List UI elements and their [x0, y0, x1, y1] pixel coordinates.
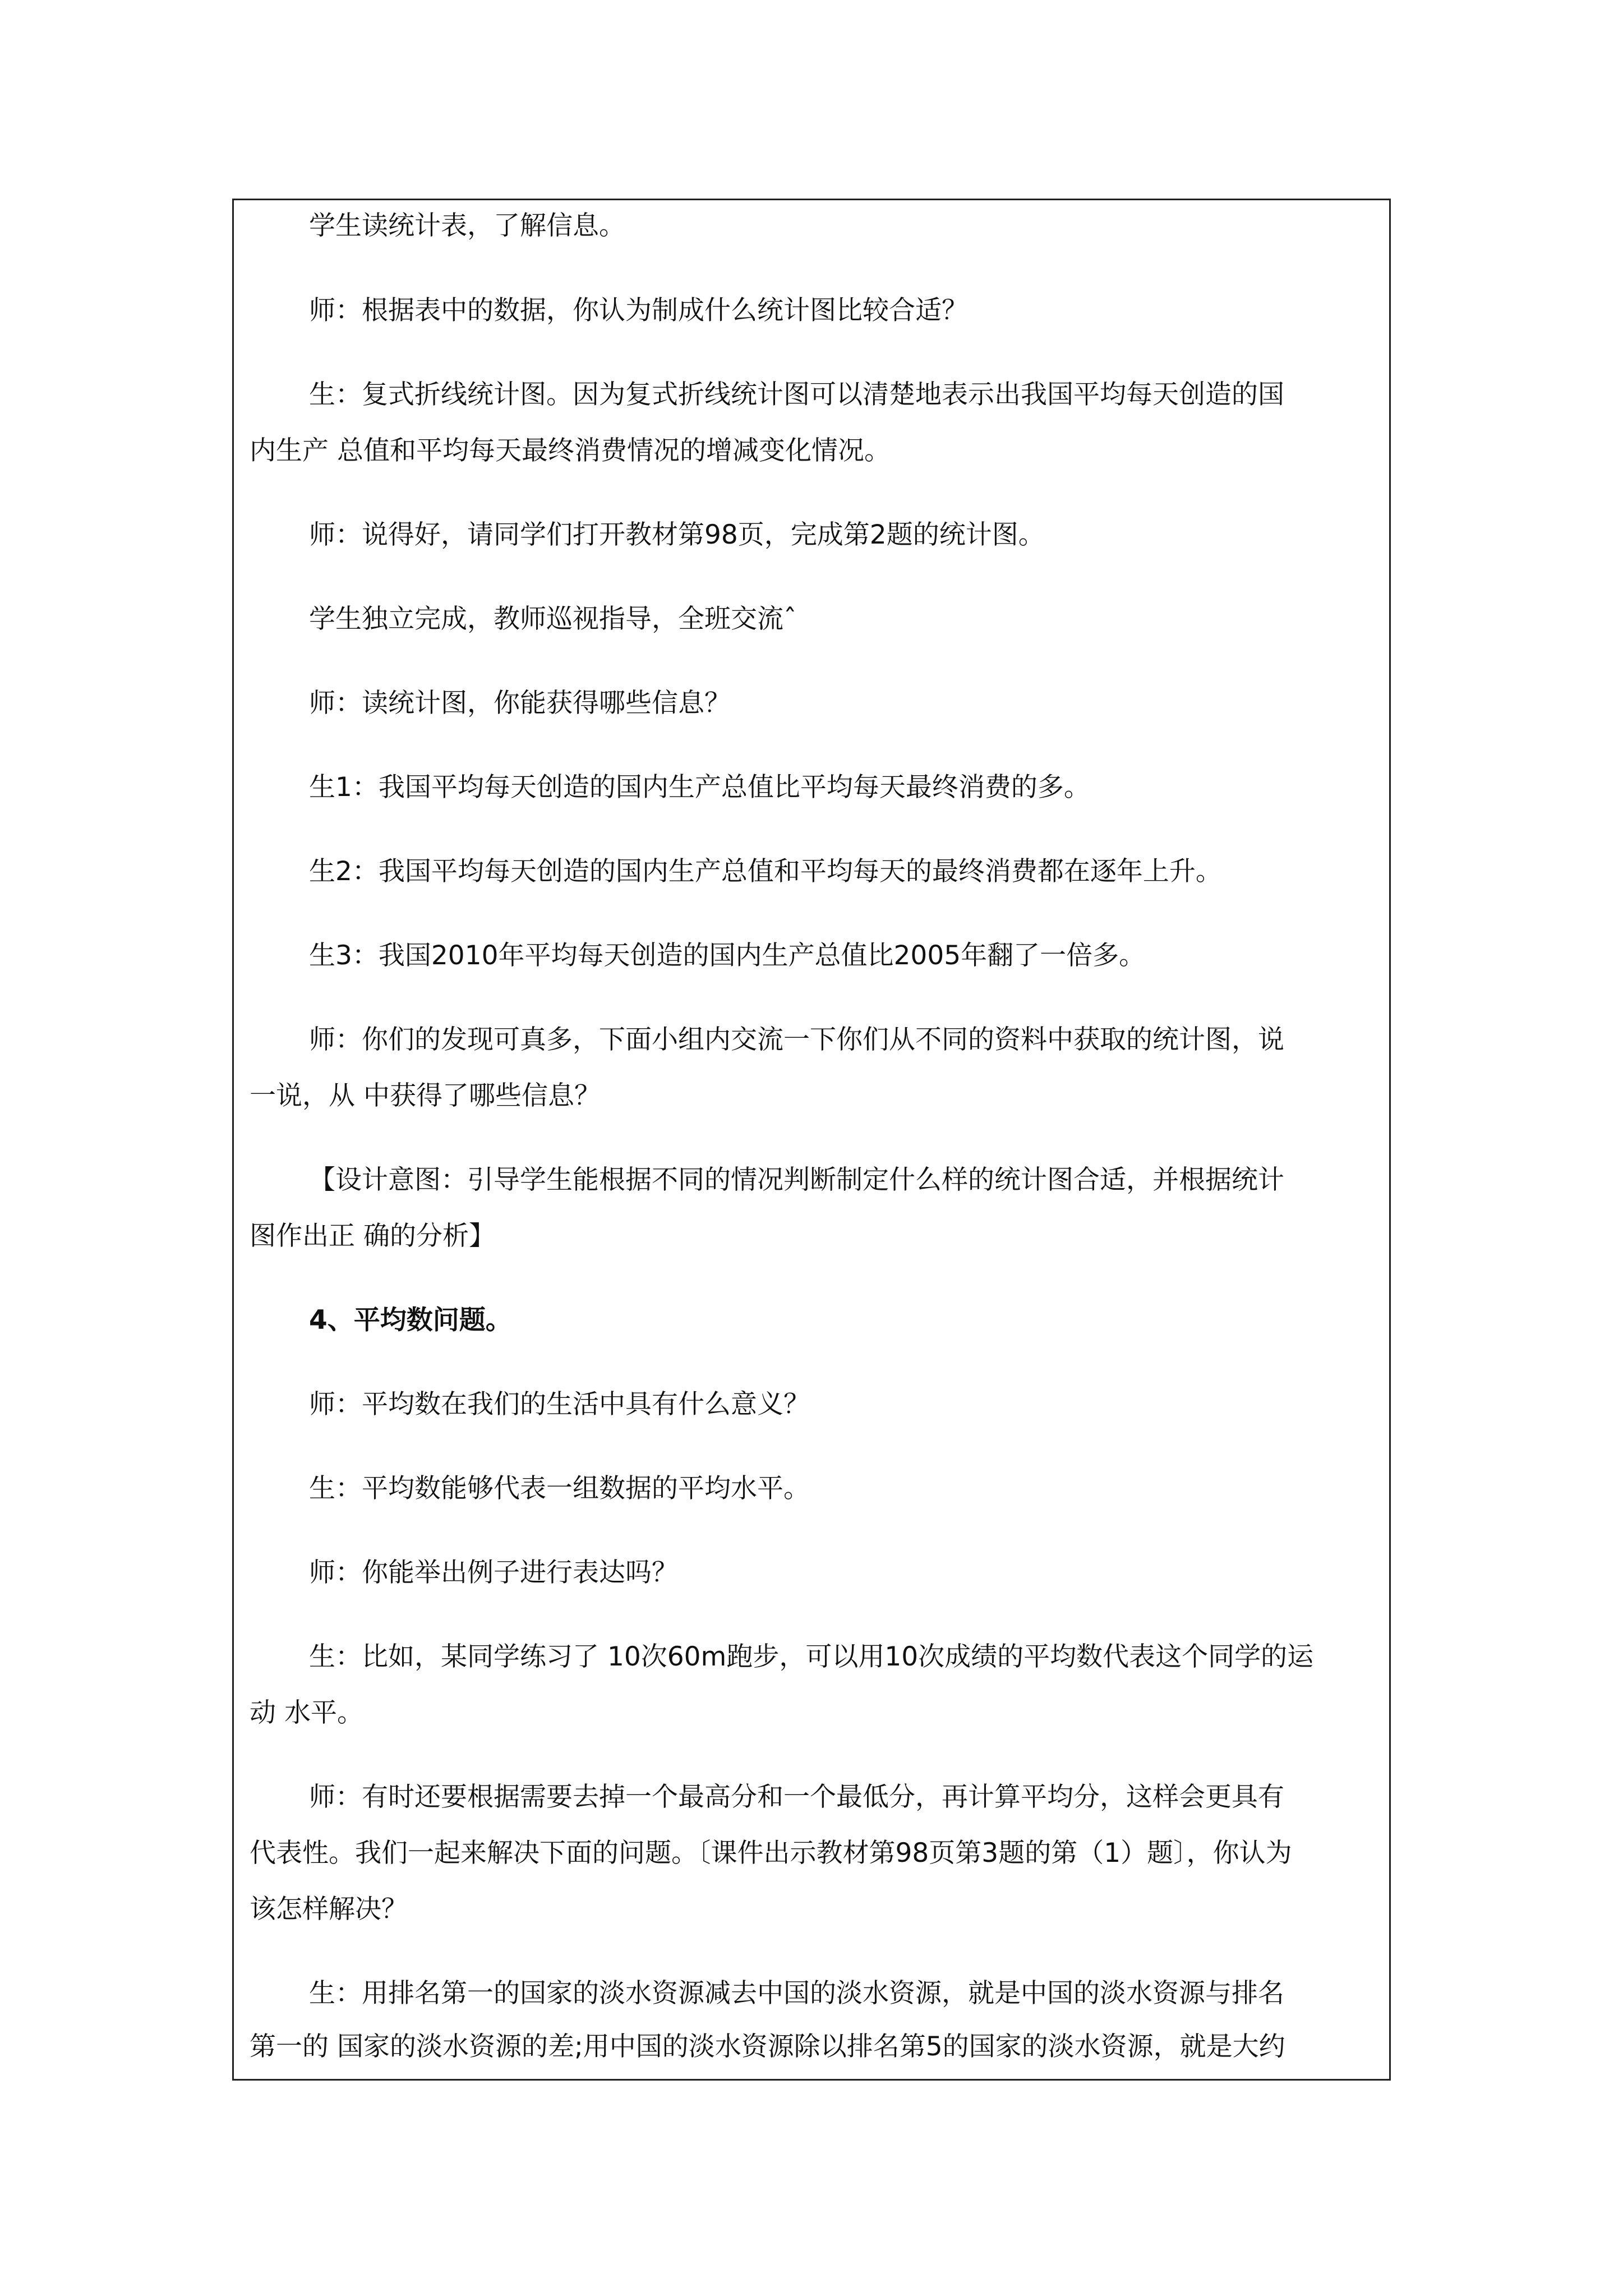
table-cell: [232, 199, 1391, 2081]
paragraph-read-table: 学生读统计表，了解信息。: [309, 210, 625, 241]
paragraph-student-water-line1: 生：用排名第一的国家的淡水资源减去中国的淡水资源，就是中国的淡水资源与排名: [309, 1978, 1284, 2009]
section-heading-average: 4、平均数问题。: [309, 1305, 512, 1336]
paragraph-students-complete: 学生独立完成，教师巡视指导，全班交流ˆ: [309, 604, 797, 634]
paragraph-teacher-read-chart: 师：读统计图，你能获得哪些信息？: [309, 688, 731, 719]
paragraph-student-2: 生2：我国平均每天创造的国内生产总值和平均每天的最终消费都在逐年上升。: [309, 856, 1222, 887]
paragraph-student-1: 生1：我国平均每天创造的国内生产总值比平均每天最终消费的多。: [309, 772, 1090, 803]
paragraph-student-answer-line1: 生：复式折线统计图。因为复式折线统计图可以清楚地表示出我国平均每天创造的国: [309, 379, 1284, 410]
paragraph-design-intent-line2: 图作出正 确的分析】: [250, 1221, 495, 1251]
paragraph-teacher-problem-line2: 代表性。我们一起来解决下面的问题。〔课件出示教材第98页第3题的第（1）题〕，你认为: [250, 1838, 1292, 1869]
paragraph-teacher-problem-line3: 该怎样解决？: [250, 1894, 408, 1925]
paragraph-student-water-line2: 第一的 国家的淡水资源的差;用中国的淡水资源除以排名第5的国家的淡水资源，就是大约: [250, 2031, 1285, 2062]
paragraph-teacher-question: 师：根据表中的数据，你认为制成什么统计图比较合适？: [309, 295, 968, 326]
paragraph-design-intent-line1: 【设计意图：引导学生能根据不同的情况判断制定什么样的统计图合适，并根据统计: [309, 1165, 1284, 1195]
paragraph-student-answer-line2: 内生产 总值和平均每天最终消费情况的增减变化情况。: [250, 435, 891, 466]
paragraph-student-3: 生3：我国2010年平均每天创造的国内生产总值比2005年翻了一倍多。: [309, 940, 1146, 971]
paragraph-teacher-group-line1: 师：你们的发现可真多，下面小组内交流一下你们从不同的资料中获取的统计图，说: [309, 1024, 1284, 1055]
paragraph-teacher-average-meaning: 师：平均数在我们的生活中具有什么意义？: [309, 1389, 810, 1420]
paragraph-student-example-line1: 生：比如，某同学练习了 10次60m跑步，可以用10次成绩的平均数代表这个同学的运: [309, 1641, 1314, 1672]
paragraph-teacher-problem-line1: 师：有时还要根据需要去掉一个最高分和一个最低分，再计算平均分，这样会更具有: [309, 1782, 1284, 1812]
paragraph-teacher-group-line2: 一说，从 中获得了哪些信息？: [250, 1080, 601, 1111]
paragraph-teacher-example: 师：你能举出例子进行表达吗？: [309, 1557, 678, 1588]
paragraph-student-example-line2: 动 水平。: [250, 1697, 363, 1728]
paragraph-teacher-instruction: 师：说得好，请同学们打开教材第98页，完成第2题的统计图。: [309, 519, 1045, 550]
paragraph-student-average-answer: 生：平均数能够代表一组数据的平均水平。: [309, 1473, 810, 1504]
